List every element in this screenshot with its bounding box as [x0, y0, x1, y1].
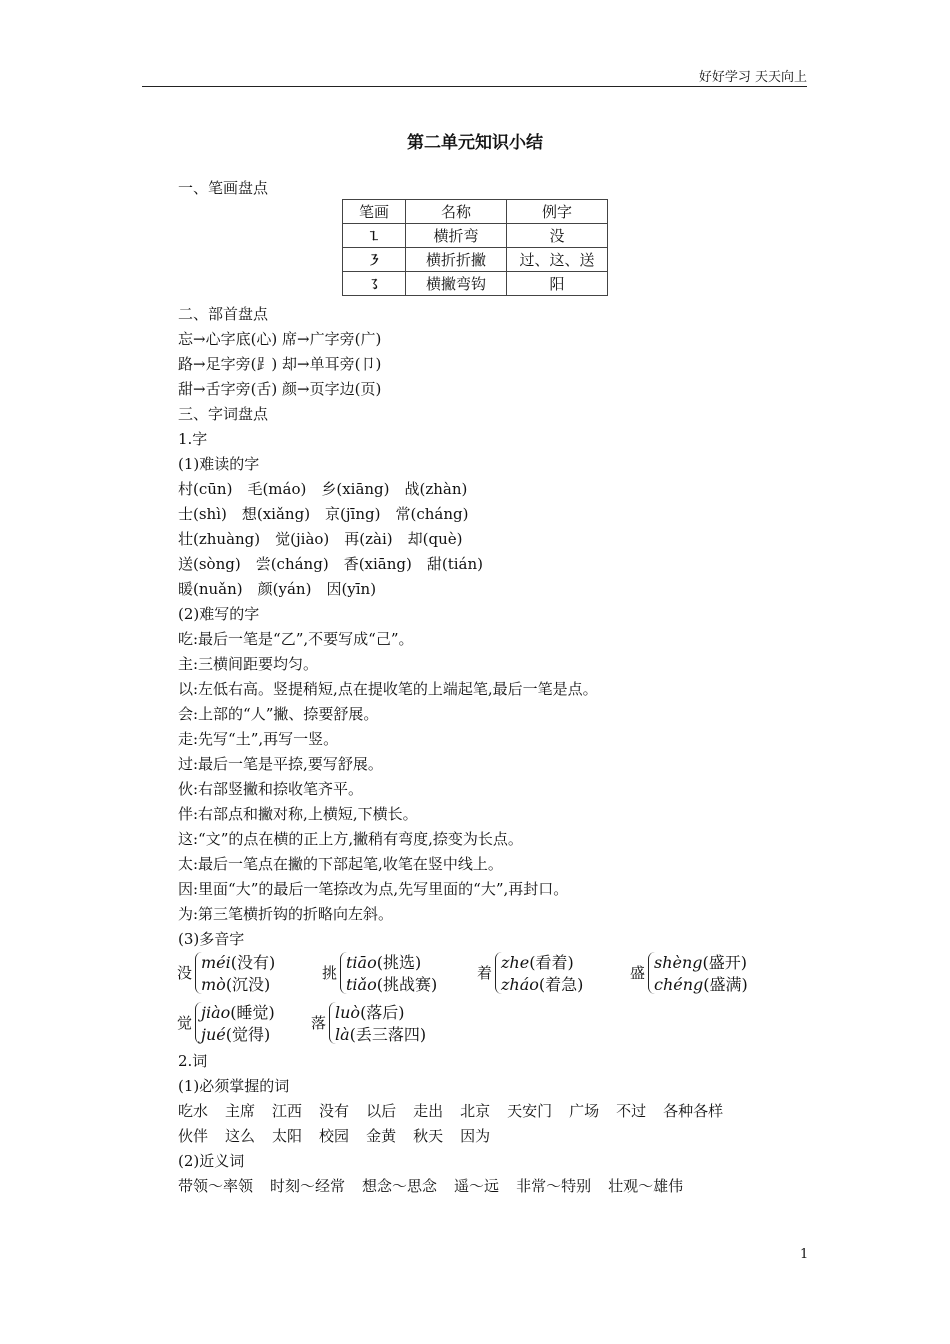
hard-write-line: 主:三横间距要均匀。 — [178, 655, 319, 673]
stroke-name: 横撇弯钩 — [406, 272, 507, 296]
table-header-cell: 例字 — [507, 200, 608, 224]
word-item: 伙伴 — [178, 1127, 209, 1145]
pinyin-item: 甜(tián) — [426, 555, 483, 573]
word-item: 天安门 — [507, 1102, 553, 1120]
pinyin-row — [178, 479, 482, 499]
pinyin-reading: jué — [201, 1025, 226, 1044]
hard-write-line: 伙:右部竖撇和捺收笔齐平。 — [178, 780, 364, 798]
pinyin-item: 尝(cháng) — [255, 555, 329, 573]
pinyin-item: 想(xiǎng) — [241, 505, 311, 523]
reading-word: (沉没) — [225, 975, 271, 994]
pinyin-reading: zhe — [501, 953, 530, 972]
table-row — [343, 224, 608, 248]
header-text: 好好学习 天天向上 — [698, 70, 807, 85]
reading-word: (睡觉) — [230, 1003, 275, 1022]
stroke-glyph: ㇋ — [343, 248, 406, 272]
synonym-item: 壮观～雄伟 — [608, 1177, 684, 1195]
word-item: 不过 — [616, 1102, 647, 1120]
table-row — [343, 272, 608, 296]
pinyin-item: 觉(jiào) — [275, 530, 330, 548]
hard-write-line: 会:上部的“人”撇、捺要舒展。 — [178, 705, 379, 723]
radical-line: 甜→舌字旁(舌) 颜→页字边(页) — [178, 380, 382, 398]
hard-write-line: 走:先写“土”,再写一竖。 — [178, 730, 339, 748]
pinyin-item: 颜(yán) — [257, 580, 312, 598]
pinyin-reading: chéng — [654, 975, 704, 994]
stroke-glyph: ㇅ — [343, 224, 406, 248]
pinyin-reading: shèng — [654, 953, 703, 972]
table-header-cell: 笔画 — [343, 200, 406, 224]
pinyin-reading: tiǎo — [346, 975, 377, 994]
reading-word: (着急) — [538, 975, 584, 994]
reading-word: (挑选) — [376, 953, 422, 972]
pinyin-item: 战(zhàn) — [404, 480, 468, 498]
must-words-label: (1)必须掌握的词 — [178, 1077, 290, 1095]
stroke-example: 阳 — [507, 272, 608, 296]
pinyin-item: 香(xiāng) — [343, 555, 412, 573]
stroke-name: 横折弯 — [406, 224, 507, 248]
hard-write-line: 过:最后一笔是平捺,要写舒展。 — [178, 755, 383, 773]
pinyin-item: 毛(máo) — [247, 480, 307, 498]
word-item: 以后 — [366, 1102, 397, 1120]
pinyin-item: 暖(nuǎn) — [178, 580, 243, 598]
pinyin-reading: jiào — [201, 1003, 231, 1022]
hard-read-label: (1)难读的字 — [178, 455, 260, 473]
pinyin-row — [178, 504, 483, 524]
pinyin-item: 村(cūn) — [178, 480, 233, 498]
polyphone-char: 盛 — [630, 964, 646, 982]
word-item: 江西 — [272, 1102, 303, 1120]
word-row — [178, 1101, 740, 1121]
pinyin-reading: mò — [201, 975, 226, 994]
reading-word: (挑战赛) — [376, 975, 438, 994]
word-item: 北京 — [460, 1102, 491, 1120]
hard-write-label: (2)难写的字 — [178, 605, 260, 623]
polyphone-char: 着 — [477, 964, 493, 982]
reading-word: (看着) — [529, 953, 574, 972]
pinyin-item: 却(què) — [407, 530, 463, 548]
page-number: 1 — [800, 1247, 809, 1262]
synonym-item: 非常～特别 — [516, 1177, 592, 1195]
pinyin-item: 常(cháng) — [395, 505, 469, 523]
stroke-example: 没 — [507, 224, 608, 248]
subsection-characters: 1.字 — [178, 430, 208, 448]
pinyin-reading: méi — [201, 953, 231, 972]
pinyin-item: 乡(xiāng) — [321, 480, 390, 498]
word-item: 校园 — [319, 1127, 350, 1145]
polyphone-char: 觉 — [177, 1014, 193, 1032]
section-heading-strokes: 一、笔画盘点 — [178, 179, 269, 197]
pinyin-row — [178, 529, 478, 549]
hard-write-line: 以:左低右高。竖提稍短,点在提收笔的上端起笔,最后一笔是点。 — [178, 680, 598, 698]
word-item: 广场 — [569, 1102, 600, 1120]
pinyin-item: 壮(zhuàng) — [178, 530, 261, 548]
radical-line: 忘→心字底(心) 席→广字旁(广) — [178, 330, 382, 348]
reading-word: (丢三落四) — [349, 1025, 427, 1044]
reading-word: (落后) — [360, 1003, 405, 1022]
word-item: 主席 — [225, 1102, 256, 1120]
stroke-name: 横折折撇 — [406, 248, 507, 272]
pinyin-reading: tiāo — [346, 953, 377, 972]
pinyin-row — [178, 579, 391, 599]
pinyin-reading: luò — [335, 1003, 361, 1022]
polyphone-char: 没 — [177, 964, 193, 982]
synonyms-label: (2)近义词 — [178, 1152, 245, 1170]
pinyin-reading: là — [335, 1025, 350, 1044]
page-title: 第二单元知识小结 — [407, 133, 543, 153]
synonym-item: 遥～远 — [454, 1177, 500, 1195]
pinyin-item: 送(sòng) — [178, 555, 241, 573]
radical-line: 路→足字旁(⻊) 却→单耳旁(卩) — [178, 355, 382, 373]
reading-word: (盛开) — [702, 953, 748, 972]
pinyin-item: 因(yīn) — [326, 580, 377, 598]
synonym-item: 时刻～经常 — [270, 1177, 346, 1195]
table-row — [343, 248, 608, 272]
word-item: 秋天 — [413, 1127, 444, 1145]
stroke-example: 过、这、送 — [507, 248, 608, 272]
word-item: 吃水 — [178, 1102, 209, 1120]
word-row — [178, 1126, 507, 1146]
word-item: 没有 — [319, 1102, 350, 1120]
hard-write-line: 因:里面“大”的最后一笔捺改为点,先写里面的“大”,再封口。 — [178, 880, 569, 898]
table-header-cell: 名称 — [406, 200, 507, 224]
polyphone-char: 落 — [311, 1014, 327, 1032]
table-header-row — [343, 200, 608, 224]
polyphone-label: (3)多音字 — [178, 930, 245, 948]
page-header — [142, 64, 807, 87]
hard-write-line: 太:最后一笔点在撇的下部起笔,收笔在竖中线上。 — [178, 855, 503, 873]
hard-write-line: 伴:右部点和撇对称,上横短,下横长。 — [178, 805, 418, 823]
section-heading-radicals: 二、部首盘点 — [178, 305, 269, 323]
section-heading-words: 三、字词盘点 — [178, 405, 269, 423]
word-item: 太阳 — [272, 1127, 303, 1145]
subsection-words: 2.词 — [178, 1052, 208, 1070]
synonym-item: 带领～率领 — [178, 1177, 254, 1195]
word-item: 走出 — [413, 1102, 444, 1120]
word-item: 这么 — [225, 1127, 256, 1145]
pinyin-item: 京(jīng) — [325, 505, 381, 523]
pinyin-item: 再(zài) — [344, 530, 393, 548]
stroke-table — [342, 199, 608, 296]
pinyin-item: 士(shì) — [178, 505, 227, 523]
reading-word: (盛满) — [703, 975, 748, 994]
synonym-row — [178, 1176, 700, 1196]
pinyin-row — [178, 554, 498, 574]
stroke-glyph: ㇌ — [343, 272, 406, 296]
word-item: 各种各样 — [663, 1102, 724, 1120]
hard-write-line: 这:“文”的点在横的正上方,撇稍有弯度,捺变为长点。 — [178, 830, 523, 848]
word-item: 金黄 — [366, 1127, 397, 1145]
reading-word: (没有) — [230, 953, 276, 972]
word-item: 因为 — [460, 1127, 491, 1145]
hard-write-line: 吃:最后一笔是“乙”,不要写成“己”。 — [178, 630, 414, 648]
polyphone-char: 挑 — [322, 964, 338, 982]
pinyin-reading: zháo — [501, 975, 539, 994]
hard-write-line: 为:第三笔横折钩的折略向左斜。 — [178, 905, 394, 923]
synonym-item: 想念～思念 — [362, 1177, 438, 1195]
reading-word: (觉得) — [225, 1025, 271, 1044]
